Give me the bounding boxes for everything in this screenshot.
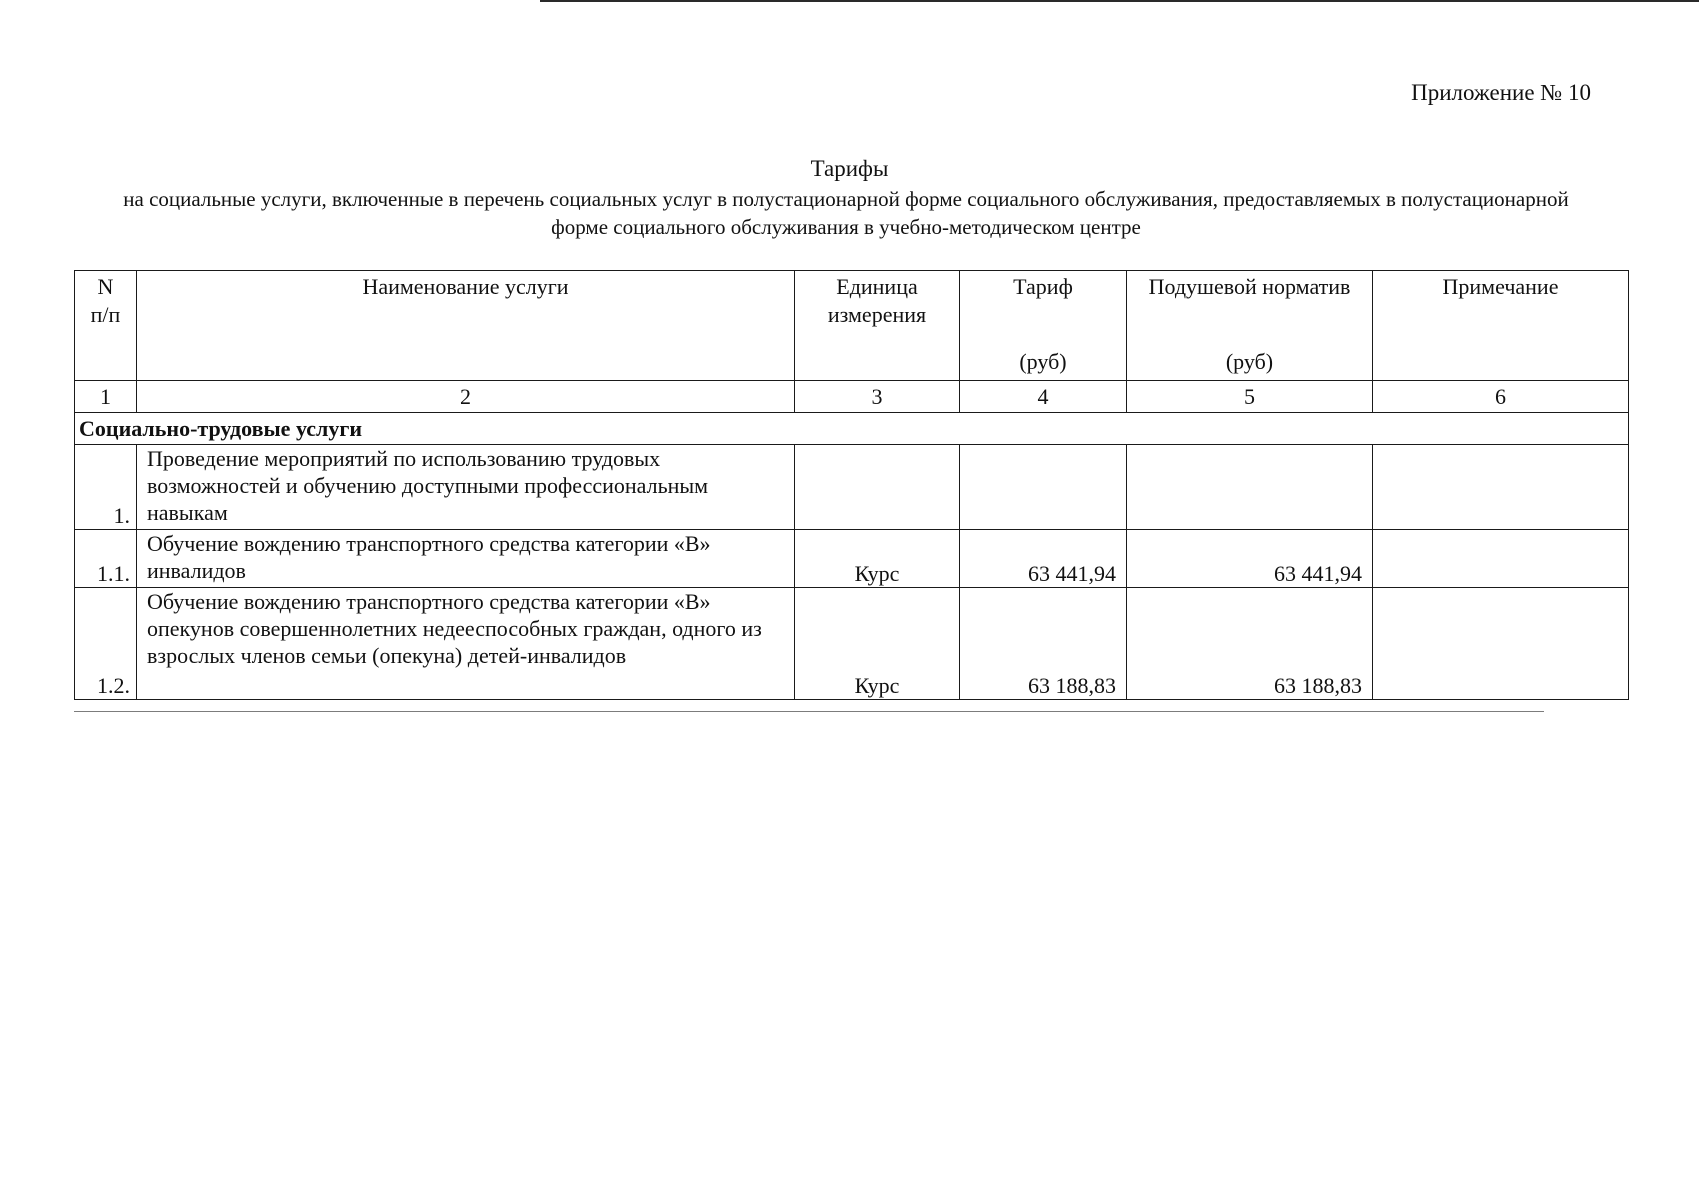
unit-cell: Курс <box>795 530 960 588</box>
service-name: Обучение вождению транспортного средства категории «В» опекунов совершеннолетних недееспособных граждан, одного из взрослых членов семьи (опекуна) детей-инвалидов <box>137 588 795 700</box>
scan-edge-line <box>540 0 1699 2</box>
header-tariff-unit: (руб) <box>1019 349 1067 374</box>
column-number: 6 <box>1373 381 1629 413</box>
unit-cell <box>795 445 960 530</box>
header-norm-label: Подушевой норматив <box>1148 274 1351 299</box>
table-row <box>75 588 1629 700</box>
note-cell <box>1373 530 1629 588</box>
tariff-cell <box>960 445 1127 530</box>
column-number: 2 <box>137 381 795 413</box>
scan-artifact-line <box>74 711 1544 712</box>
unit-cell: Курс <box>795 588 960 700</box>
document-title: Тарифы <box>810 156 889 181</box>
header-tariff-label: Тариф <box>1013 274 1073 299</box>
column-number: 3 <box>795 381 960 413</box>
column-number-row <box>75 381 1629 413</box>
header-tariff <box>960 271 1127 381</box>
tariff-cell: 63 441,94 <box>960 530 1127 588</box>
document-subtitle: на социальные услуги, включенные в перечень социальных услуг в полустационарной форме социального обслуживания, предоставляемых в полустационарной форме социального обслуживания в учебно-методическом центре <box>123 187 1569 239</box>
norm-cell: 63 441,94 <box>1127 530 1373 588</box>
norm-cell: 63 188,83 <box>1127 588 1373 700</box>
service-name: Проведение мероприятий по использованию трудовых возможностей и обучению доступными профессиональным навыкам <box>137 445 795 530</box>
row-number: 1.2. <box>75 588 137 700</box>
table-header-row <box>75 271 1629 381</box>
header-service-name: Наименование услуги <box>137 271 795 381</box>
header-note: Примечание <box>1373 271 1629 381</box>
row-number: 1. <box>75 445 137 530</box>
header-norm-unit: (руб) <box>1225 349 1274 374</box>
row-number: 1.1. <box>75 530 137 588</box>
column-number: 4 <box>960 381 1127 413</box>
table-row <box>75 530 1629 588</box>
note-cell <box>1373 445 1629 530</box>
section-row <box>75 413 1629 445</box>
header-number-line1: N <box>97 274 114 299</box>
header-per-capita-norm <box>1127 271 1373 381</box>
service-name: Обучение вождению транспортного средства категории «В» инвалидов <box>137 530 795 588</box>
tariffs-table <box>74 270 1629 700</box>
note-cell <box>1373 588 1629 700</box>
section-title: Социально-трудовые услуги <box>75 413 1629 445</box>
column-number: 1 <box>75 381 137 413</box>
table-row <box>75 445 1629 530</box>
header-unit: Единица измерения <box>795 271 960 381</box>
tariff-cell: 63 188,83 <box>960 588 1127 700</box>
header-number <box>75 271 137 381</box>
appendix-label: Приложение № 10 <box>1411 80 1591 105</box>
column-number: 5 <box>1127 381 1373 413</box>
header-number-line2: п/п <box>90 302 121 327</box>
norm-cell <box>1127 445 1373 530</box>
